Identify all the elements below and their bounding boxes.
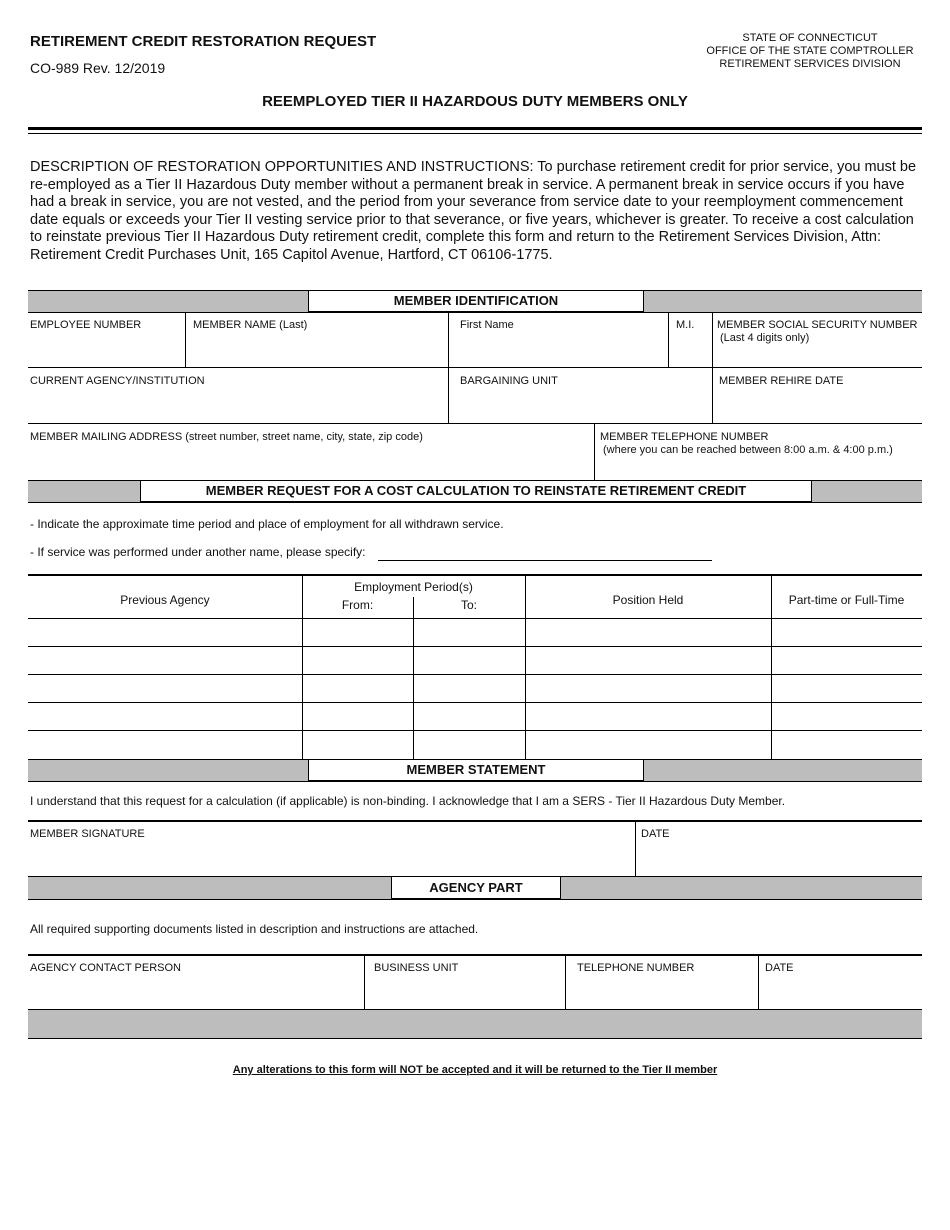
divider [712, 312, 713, 424]
col-employment-period: Employment Period(s) [354, 580, 473, 594]
ssn-label [717, 319, 917, 345]
signature-top-rule [28, 820, 922, 822]
member-signature-input[interactable] [30, 848, 629, 872]
part-full-input-5[interactable] [775, 735, 922, 757]
member-statement-title: MEMBER STATEMENT [308, 759, 644, 781]
mailing-address-input[interactable] [30, 452, 589, 476]
divider [413, 597, 414, 759]
to-input-4[interactable] [417, 707, 525, 729]
mi-input[interactable] [672, 340, 714, 364]
agency-line-2: OFFICE OF THE STATE COMPTROLLER [706, 45, 914, 57]
from-input-5[interactable] [306, 735, 413, 757]
col-from: From: [341, 598, 374, 612]
ssn-input[interactable] [717, 345, 921, 367]
agency-date-input[interactable] [765, 982, 921, 1006]
col-to: To: [460, 598, 477, 612]
mailing-address-label: MEMBER MAILING ADDRESS (street number, street name, city, state, zip code) [30, 431, 423, 443]
business-unit-label: BUSINESS UNIT [374, 962, 459, 974]
form-title: RETIREMENT CREDIT RESTORATION REQUEST [30, 33, 377, 50]
position-input-1[interactable] [529, 623, 771, 645]
rehire-date-input[interactable] [719, 396, 921, 420]
agency-label: CURRENT AGENCY/INSTITUTION [30, 375, 205, 387]
from-input-1[interactable] [306, 623, 413, 645]
agency-header [690, 32, 930, 71]
mi-label: M.I. [676, 319, 695, 331]
form-number: CO-989 Rev. 12/2019 [30, 60, 166, 76]
header-rule-thin [28, 133, 922, 134]
table-row [28, 674, 922, 675]
col-position-held: Position Held [612, 593, 684, 607]
business-unit-input[interactable] [374, 982, 564, 1006]
previous-agency-input-2[interactable] [32, 651, 302, 673]
divider [758, 955, 759, 1010]
to-input-5[interactable] [417, 735, 525, 757]
member-signature-label: MEMBER SIGNATURE [30, 828, 145, 840]
employee-number-input[interactable] [30, 340, 184, 364]
to-input-2[interactable] [417, 651, 525, 673]
col-previous-agency: Previous Agency [120, 593, 210, 607]
agency-input[interactable] [30, 396, 444, 420]
telephone-label-line-2: (where you can be reached between 8:00 a.m. & 4:00 p.m.) [603, 444, 893, 456]
agency-part-text: All required supporting documents listed in description and instructions are attached. [30, 922, 479, 936]
part-full-input-1[interactable] [775, 623, 922, 645]
divider [635, 821, 636, 877]
last-name-input[interactable] [193, 340, 447, 364]
position-input-3[interactable] [529, 679, 771, 701]
table-top-rule [28, 574, 922, 576]
from-input-3[interactable] [306, 679, 413, 701]
agency-line-3: RETIREMENT SERVICES DIVISION [719, 58, 901, 70]
instruction-1: - Indicate the approximate time period and place of employment for all withdrawn service. [30, 517, 504, 531]
position-input-2[interactable] [529, 651, 771, 673]
agency-telephone-label: TELEPHONE NUMBER [577, 962, 695, 974]
member-date-label: DATE [641, 828, 670, 840]
ssn-label-line-1: MEMBER SOCIAL SECURITY NUMBER [717, 319, 918, 331]
footer-notice: Any alterations to this form will NOT be accepted and it will be returned to the Tier II member [232, 1064, 718, 1076]
from-input-4[interactable] [306, 707, 413, 729]
table-header-rule [28, 618, 922, 619]
row-rule [28, 367, 922, 368]
bargaining-unit-input[interactable] [460, 396, 709, 420]
row-rule [28, 423, 922, 424]
instruction-2: - If service was performed under another name, please specify: [30, 545, 366, 559]
agency-line-1: STATE OF CONNECTICUT [742, 32, 878, 44]
description-text: DESCRIPTION OF RESTORATION OPPORTUNITIES AND INSTRUCTIONS: To purchase retirement credit for prior service, you must be re-employed as a Tier II Hazardous Duty member without a permanent break in service. A permanent break in service occurs if you have had a break in service, you are not vested, and the period from your severance from service date to your reemployment commencement date equals or exceeds your Tier II vesting service prior to that severance, or five years, whichever is greater. To receive a cost calculation to reinstate previous Tier II Hazardous Duty retirement credit, complete this form and return to the Retirement Services Division, Attn: Retirement Credit Purchases Unit, 165 Capitol Avenue, Hartford, CT 06106-1775. [30, 159, 917, 263]
from-input-2[interactable] [306, 651, 413, 673]
other-name-input[interactable] [378, 542, 712, 561]
rehire-date-label: MEMBER REHIRE DATE [719, 375, 844, 387]
agency-top-rule [28, 954, 922, 956]
member-statement-text: I understand that this request for a calculation (if applicable) is non-binding. I acknowledge that I am a SERS - Tier II Hazardous Duty Member. [30, 794, 786, 808]
member-identification-title: MEMBER IDENTIFICATION [308, 290, 644, 312]
member-date-input[interactable] [641, 848, 921, 872]
part-full-input-4[interactable] [775, 707, 922, 729]
bargaining-unit-label: BARGAINING UNIT [460, 375, 558, 387]
previous-agency-input-4[interactable] [32, 707, 302, 729]
agency-contact-input[interactable] [30, 982, 362, 1006]
last-name-label: MEMBER NAME (Last) [193, 319, 308, 331]
previous-agency-input-5[interactable] [32, 735, 302, 757]
divider [668, 312, 669, 368]
divider [364, 955, 365, 1010]
divider [565, 955, 566, 1010]
previous-agency-input-1[interactable] [32, 623, 302, 645]
divider [185, 312, 186, 368]
part-full-input-3[interactable] [775, 679, 922, 701]
cost-request-title: MEMBER REQUEST FOR A COST CALCULATION TO REINSTATE RETIREMENT CREDIT [140, 480, 812, 502]
table-row [28, 646, 922, 647]
first-name-input[interactable] [460, 340, 669, 364]
agency-date-label: DATE [765, 962, 794, 974]
agency-part-title: AGENCY PART [391, 876, 561, 899]
bottom-band [28, 1009, 922, 1039]
telephone-label [600, 431, 893, 457]
divider [594, 424, 595, 480]
header-rule-thick [28, 127, 922, 130]
agency-telephone-input[interactable] [577, 982, 756, 1006]
table-row [28, 730, 922, 731]
position-input-5[interactable] [529, 735, 771, 757]
to-input-1[interactable] [417, 623, 525, 645]
employee-number-label: EMPLOYEE NUMBER [30, 319, 142, 331]
first-name-label: First Name [460, 319, 514, 331]
telephone-input[interactable] [600, 458, 922, 480]
position-input-4[interactable] [529, 707, 771, 729]
ssn-label-line-2: (Last 4 digits only) [720, 332, 810, 344]
table-row [28, 702, 922, 703]
form-subtitle: REEMPLOYED TIER II HAZARDOUS DUTY MEMBERS ONLY [262, 93, 688, 110]
col-part-full: Part-time or Full-Time [788, 593, 905, 607]
divider [448, 312, 449, 424]
previous-agency-input-3[interactable] [32, 679, 302, 701]
agency-contact-label: AGENCY CONTACT PERSON [30, 962, 181, 974]
telephone-label-line-1: MEMBER TELEPHONE NUMBER [600, 431, 769, 443]
to-input-3[interactable] [417, 679, 525, 701]
part-full-input-2[interactable] [775, 651, 922, 673]
